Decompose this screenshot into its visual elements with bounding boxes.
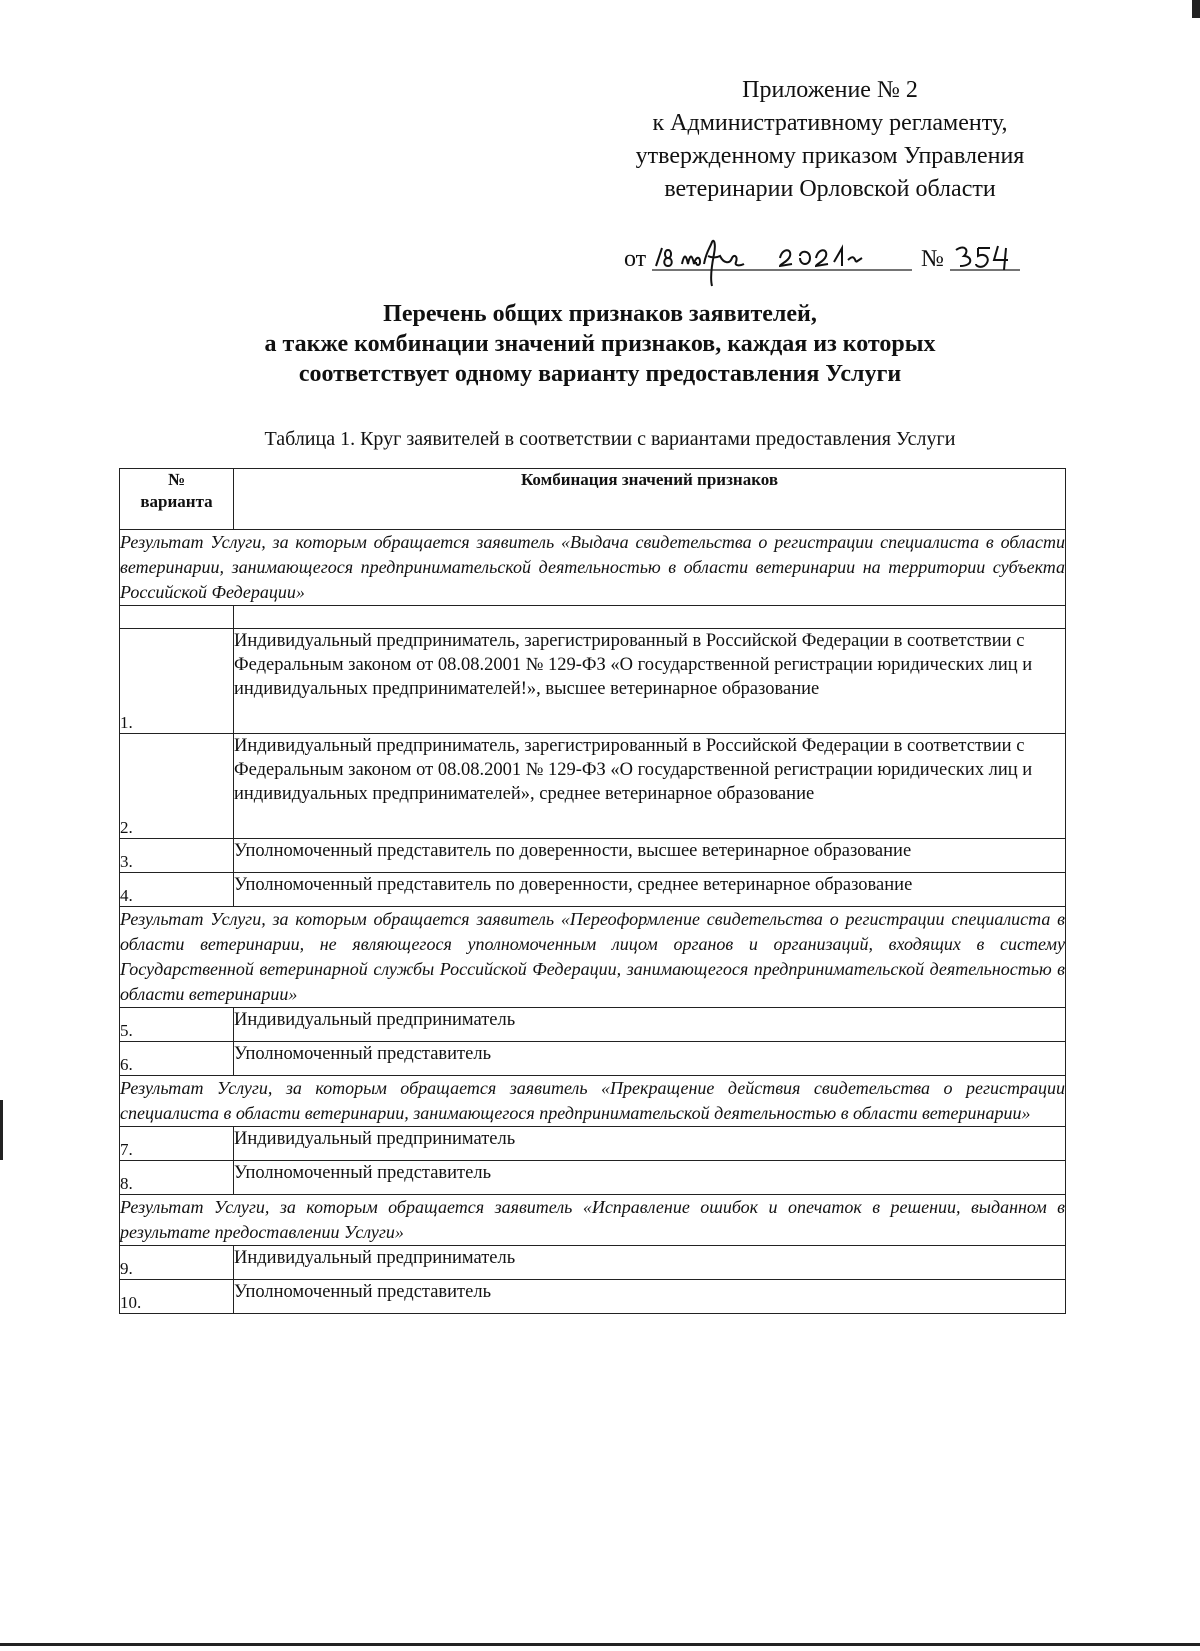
variant-number: 5. [120, 1008, 234, 1042]
approval-line-appendix: Приложение № 2 [742, 77, 918, 103]
table-row [120, 734, 1066, 839]
scan-edge-mark-top-right [1192, 0, 1200, 18]
variant-number: 7. [120, 1127, 234, 1161]
variant-description: Индивидуальный предприниматель [234, 1127, 1066, 1161]
variant-description: Уполномоченный представитель по доверенности, среднее ветеринарное образование [234, 873, 1066, 907]
approval-line-authority: ветеринарии Орловской области [664, 176, 996, 202]
variant-description: Уполномоченный представитель [234, 1280, 1066, 1314]
document-title [100, 299, 1100, 389]
variant-number: 1. [120, 629, 234, 734]
variant-description: Индивидуальный предприниматель [234, 1008, 1066, 1042]
table-row [120, 1008, 1066, 1042]
scan-bottom-line [0, 1643, 1200, 1646]
table-row [120, 839, 1066, 873]
table-row [120, 1042, 1066, 1076]
applicants-table [119, 468, 1066, 1314]
variant-number: 9. [120, 1246, 234, 1280]
order-prefix: от [624, 246, 647, 272]
table-row [120, 873, 1066, 907]
header-combination: Комбинация значений признаков [234, 469, 1066, 530]
group-result-row [120, 1076, 1066, 1127]
group-result-row [120, 907, 1066, 1008]
approval-line-order: утвержденному приказом Управления [635, 143, 1025, 169]
scan-edge-mark-left [0, 1100, 3, 1160]
header-variant-number [120, 469, 234, 530]
order-date-number-line [620, 234, 1040, 278]
title-line-1: Перечень общих признаков заявителей, [383, 301, 817, 327]
group-result-text: Результат Услуги, за которым обращается заявитель «Переоформление свидетельства о регистрации специалиста в области ветеринарии, не являющегося уполномоченным лицом органов и организаций, входящих в систему Государственной ветеринарной службы Российской Федерации, занимающегося предпринимательской деятельностью в области ветеринарии» [120, 907, 1066, 1008]
table-header-row [120, 469, 1066, 530]
approval-line-regulation: к Административному регламенту, [652, 110, 1008, 136]
table-row [120, 1246, 1066, 1280]
group-result-text: Результат Услуги, за которым обращается заявитель «Исправление ошибок и опечаток в решении, выданном в результате предоставлении Услуги» [120, 1195, 1066, 1246]
variant-number: 3. [120, 839, 234, 873]
order-number-label: № [921, 246, 944, 272]
variant-number: 6. [120, 1042, 234, 1076]
group-result-text: Результат Услуги, за которым обращается заявитель «Выдача свидетельства о регистрации специалиста в области ветеринарии, занимающегося предпринимательской деятельностью в области ветеринарии на территории субъекта Российской Федерации» [120, 530, 1066, 606]
handwritten-date-signature [620, 234, 1040, 284]
group-result-row [120, 1195, 1066, 1246]
table-row [120, 1280, 1066, 1314]
variant-description: Уполномоченный представитель [234, 1042, 1066, 1076]
table-row [120, 1127, 1066, 1161]
variant-description: Индивидуальный предприниматель, зарегистрированный в Российской Федерации в соответствии с Федеральным законом от 08.08.2001 № 129-ФЗ «О государственной регистрации юридических лиц и индивидуальных предпринимателей!», высшее ветеринарное образование [234, 629, 1066, 734]
table-row [120, 629, 1066, 734]
table-row [120, 1161, 1066, 1195]
header-variant-label: варианта [140, 492, 213, 511]
title-line-2: а также комбинации значений признаков, каждая из которых [264, 331, 936, 357]
variant-description: Индивидуальный предприниматель [234, 1246, 1066, 1280]
spacer-row [120, 606, 1066, 629]
variant-description: Уполномоченный представитель по доверенности, высшее ветеринарное образование [234, 839, 1066, 873]
group-result-text: Результат Услуги, за которым обращается заявитель «Прекращение действия свидетельства о регистрации специалиста в области ветеринарии, занимающегося предпринимательской деятельностью в области ветеринарии» [120, 1076, 1066, 1127]
header-number-sign: № [167, 470, 186, 489]
approval-block [560, 74, 1100, 206]
table-caption: Таблица 1. Круг заявителей в соответствии с вариантами предоставления Услуги [264, 428, 956, 450]
group-result-row [120, 530, 1066, 606]
variant-number: 8. [120, 1161, 234, 1195]
variant-description: Индивидуальный предприниматель, зарегистрированный в Российской Федерации в соответствии с Федеральным законом от 08.08.2001 № 129-ФЗ «О государственной регистрации юридических лиц и индивидуальных предпринимателей», среднее ветеринарное образование [234, 734, 1066, 839]
variant-number: 4. [120, 873, 234, 907]
title-line-3: соответствует одному варианту предоставления Услуги [298, 361, 902, 387]
variant-description: Уполномоченный представитель [234, 1161, 1066, 1195]
variant-number: 2. [120, 734, 234, 839]
variant-number: 10. [120, 1280, 234, 1314]
